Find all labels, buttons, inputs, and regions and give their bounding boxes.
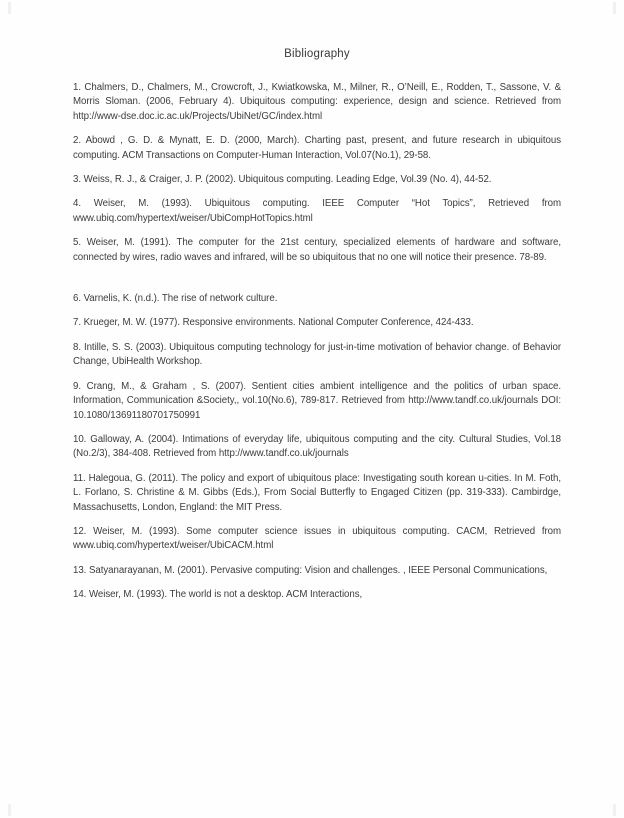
reference-item: 4. Weiser, M. (1993). Ubiquitous computing. IEEE Computer “Hot Topics”, Retrieved from www.ubiq.com/hypertext/weiser/UbiCompHotTopics.html xyxy=(73,198,561,224)
page-title: Bibliography xyxy=(284,48,350,60)
reference-item: 2. Abowd , G. D. & Mynatt, E. D. (2000, March). Charting past, present, and future research in ubiquitous computing. ACM Transactions on Computer-Human Interaction, Vol.07(No.1), 29-58. xyxy=(73,135,561,161)
reference-item: 6. Varnelis, K. (n.d.). The rise of network culture. xyxy=(73,293,278,305)
scan-artifact-bottom-left xyxy=(8,804,11,816)
reference-item: 11. Halegoua, G. (2011). The policy and export of ubiquitous place: Investigating south korean u-cities. In M. Foth, L. Forlano, S. Christine & M. Gibbs (Eds.), From Social Butterfly to Engaged Citizen (pp. 319-333). Cambirdge, Massachusetts, London, England: the MIT Press. xyxy=(73,472,561,513)
reference-item: 1. Chalmers, D., Chalmers, M., Crowcroft, J., Kwiatkowska, M., Milner, R., O’Neill, E., Rodden, T., Sassone, V. & Morris Sloman. (2006, February 4). Ubiquitous computing: experience, design and science. Retrieved from http://www-dse.doc.ic.ac.uk/Projects/UbiNet/GC/index.html xyxy=(73,82,561,122)
scan-artifact-top-left xyxy=(8,2,11,14)
scan-artifact-top-right xyxy=(613,2,616,14)
reference-item: 12. Weiser, M. (1993). Some computer science issues in ubiquitous computing. CACM, Retrieved from www.ubiq.com/hypertext/weiser/UbiCACM.html xyxy=(73,525,561,552)
scan-artifact-bottom-right xyxy=(613,804,616,816)
reference-item: 7. Krueger, M. W. (1977). Responsive environments. National Computer Conference, 424-433. xyxy=(73,317,474,329)
reference-item: 10. Galloway, A. (2004). Intimations of everyday life, ubiquitous computing and the city. Cultural Studies, Vol.18 (No.2/3), 384-408. Retrieved from http://www.tandf.co.uk/journals xyxy=(73,433,561,460)
reference-item: 5. Weiser, M. (1991). The computer for the 21st century, specialized elements of hardware and software, connected by wires, radio waves and infrared, will be so ubiquitous that no one will notice their presence. 78-89. xyxy=(73,237,561,263)
reference-item: 9. Crang, M., & Graham , S. (2007). Sentient cities ambient intelligence and the politics of urban space. Information, Communication &Society,, vol.10(No.6), 789-817. Retrieved from http://www.tandf.co.uk/journals DOI: 10.1080/13691180701750991 xyxy=(73,380,561,421)
reference-item: 14. Weiser, M. (1993). The world is not a desktop. ACM Interactions, xyxy=(73,589,363,601)
reference-item: 3. Weiss, R. J., & Craiger, J. P. (2002). Ubiquitous computing. Leading Edge, Vol.39 (No. 4), 44-52. xyxy=(73,174,492,186)
reference-list xyxy=(73,81,561,603)
reference-item: 13. Satyanarayanan, M. (2001). Pervasive computing: Vision and challenges. , IEEE Personal Communications, xyxy=(73,564,548,576)
reference-item: 8. Intille, S. S. (2003). Ubiquitous computing technology for just-in-time motivation of behavior change. of Behavior Change, UbiHealth Workshop. xyxy=(73,341,561,368)
